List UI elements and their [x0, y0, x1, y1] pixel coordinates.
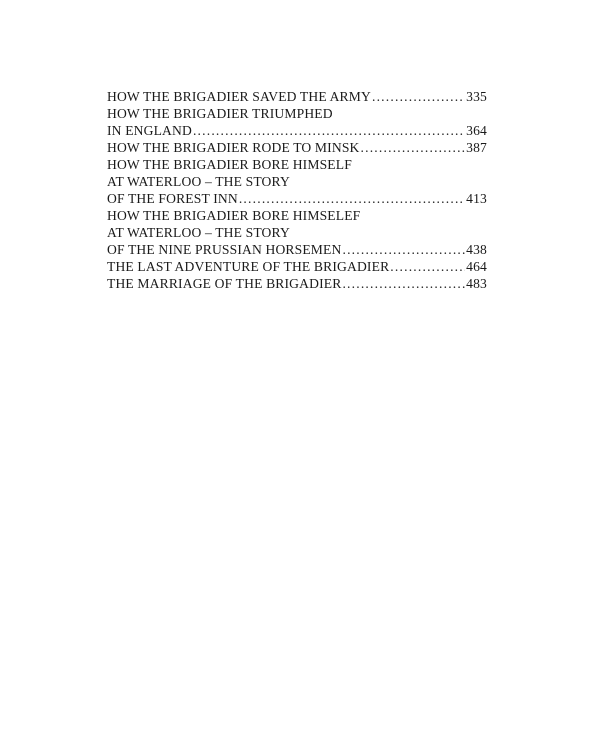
toc-entry-line	[107, 156, 487, 173]
dot-leader	[342, 275, 465, 292]
toc-entry-title: OF THE NINE PRUSSIAN HORSEMEN	[107, 242, 342, 257]
table-of-contents	[107, 88, 487, 292]
toc-entry-title: AT WATERLOO – THE STORY	[107, 174, 290, 189]
toc-entry-title: OF THE FOREST INN	[107, 191, 238, 206]
toc-entry-line	[107, 139, 487, 156]
toc-page-number: 483	[466, 276, 487, 291]
toc-entry-title: AT WATERLOO – THE STORY	[107, 225, 290, 240]
toc-entry-line	[107, 275, 487, 292]
toc-entry-line	[107, 88, 487, 105]
toc-entry-line	[107, 258, 487, 275]
toc-entry-title: THE LAST ADVENTURE OF THE BRIGADIER	[107, 259, 390, 274]
toc-entry-line	[107, 122, 487, 139]
toc-entry-title: HOW THE BRIGADIER BORE HIMSELF	[107, 157, 352, 172]
toc-entry-line	[107, 241, 487, 258]
toc-entry-line	[107, 224, 487, 241]
toc-page-number: 464	[466, 259, 487, 274]
toc-entry-line	[107, 207, 487, 224]
dot-leader	[372, 88, 465, 105]
dot-leader	[390, 258, 465, 275]
toc-entry-title: THE MARRIAGE OF THE BRIGADIER	[107, 276, 342, 291]
toc-entry-title: IN ENGLAND	[107, 123, 192, 138]
toc-entry-line	[107, 190, 487, 207]
dot-leader	[361, 139, 466, 156]
toc-entry-line	[107, 173, 487, 190]
toc-entry-title: HOW THE BRIGADIER SAVED THE ARMY	[107, 89, 371, 104]
dot-leader	[239, 190, 465, 207]
toc-entry-title: HOW THE BRIGADIER TRIUMPHED	[107, 106, 333, 121]
toc-entry-line	[107, 105, 487, 122]
toc-page-number: 387	[466, 140, 487, 155]
dot-leader	[342, 241, 465, 258]
toc-page-number: 335	[466, 89, 487, 104]
toc-page-number: 438	[466, 242, 487, 257]
toc-entry-title: HOW THE BRIGADIER RODE TO MINSK	[107, 140, 360, 155]
dot-leader	[193, 122, 465, 139]
toc-page-number: 413	[466, 191, 487, 206]
toc-entry-title: HOW THE BRIGADIER BORE HIMSELEF	[107, 208, 361, 223]
toc-page-number: 364	[466, 123, 487, 138]
